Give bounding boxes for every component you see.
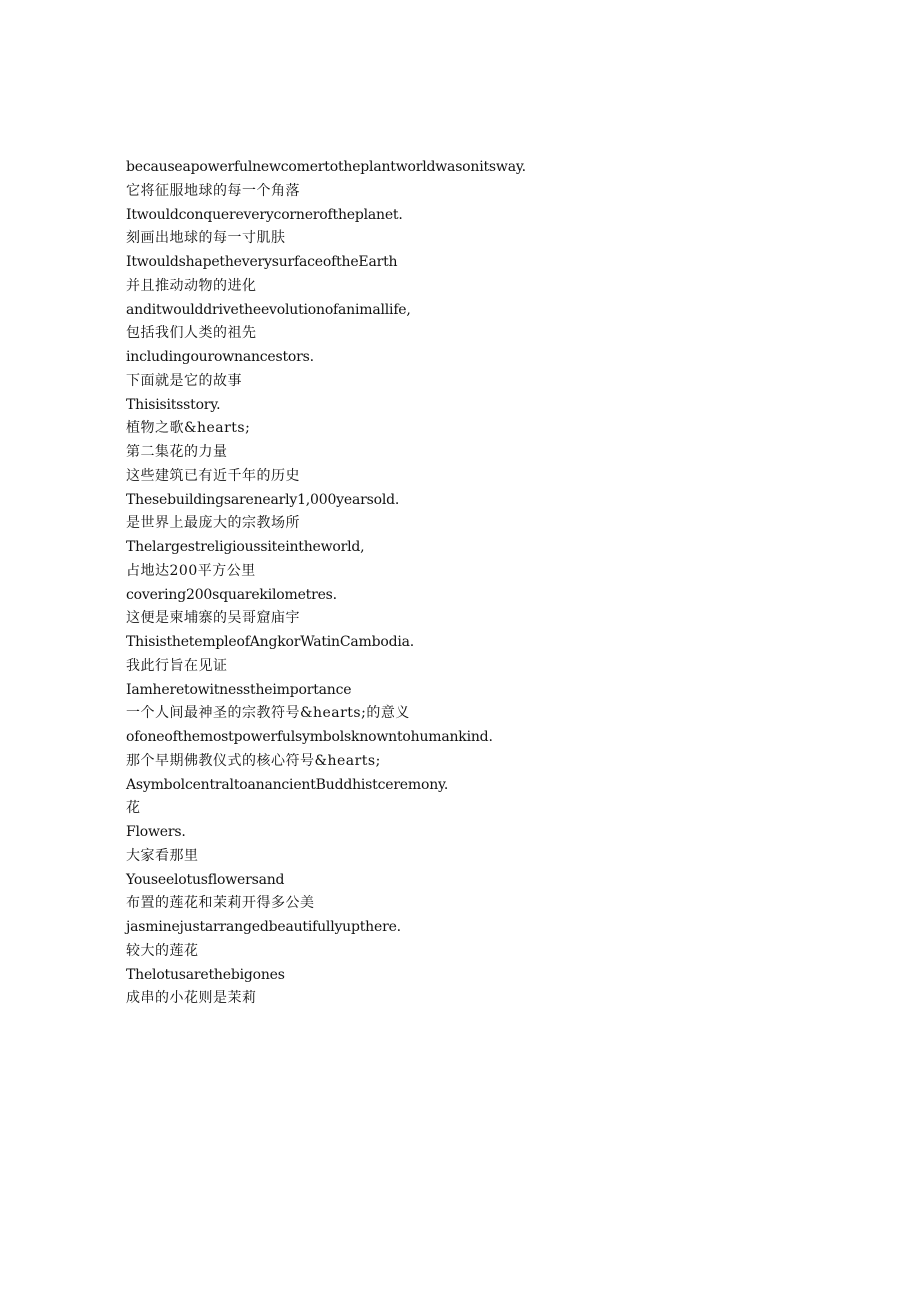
transcript-line-chinese: 占地达200平方公里	[126, 562, 256, 579]
transcript-line-english: jasminejustarrangedbeautifullyupthere.	[126, 919, 401, 935]
transcript-line-english: Thelargestreligioussiteintheworld,	[126, 539, 365, 555]
transcript-line-chinese: 这便是柬埔寨的吴哥窟庙宇	[126, 610, 300, 627]
transcript-line-english: anditwoulddrivetheevolutionofanimallife,	[126, 301, 411, 318]
transcript-line-chinese: 较大的莲花	[126, 942, 199, 959]
transcript-line-english: ofoneofthemostpowerfulsymbolsknowntohumankind.	[126, 729, 493, 745]
transcript-line-chinese: 并且推动动物的进化	[126, 277, 257, 294]
subtitle-transcript	[126, 156, 866, 1011]
transcript-line-english: ItwouldshapetheverysurfaceoftheEarth	[126, 254, 398, 270]
transcript-line-english: includingourownancestors.	[126, 349, 314, 365]
transcript-line-english: Thelotusarethebigones	[126, 966, 285, 983]
transcript-line-chinese: 第二集花的力量	[126, 444, 228, 460]
transcript-line-chinese: 刻画出地球的每一寸肌肤	[126, 230, 286, 247]
transcript-line-english: becauseapowerfulnewcomertotheplantworldwasonitsway.	[126, 159, 526, 175]
transcript-line-chinese: 那个早期佛教仪式的核心符号&hearts;	[126, 752, 381, 769]
transcript-line-chinese: 布置的莲花和茉莉开得多公美	[126, 895, 315, 912]
transcript-line-chinese: 下面就是它的故事	[126, 372, 242, 389]
transcript-line-english: AsymbolcentraltoanancientBuddhistceremony.	[126, 776, 449, 793]
transcript-line-english: Flowers.	[126, 824, 186, 840]
transcript-line-chinese: 一个人间最神圣的宗教符号&hearts;的意义	[126, 705, 410, 722]
transcript-line-chinese: 花	[126, 800, 141, 817]
transcript-line-chinese: 是世界上最庞大的宗教场所	[126, 515, 300, 532]
transcript-line-english: Youseelotusflowersand	[126, 871, 285, 888]
transcript-line-english: Thesebuildingsarenearly1,000yearsold.	[126, 491, 400, 508]
transcript-line-english: Thisisitsstory.	[126, 396, 221, 413]
transcript-line-chinese: 我此行旨在见证	[126, 657, 228, 674]
transcript-line-chinese: 这些建筑已有近千年的历史	[126, 467, 300, 484]
transcript-line-chinese: 包括我们人类的祖先	[126, 325, 257, 342]
transcript-line-chinese: 植物之歌&hearts;	[126, 420, 251, 437]
transcript-line-english: ThisisthetempleofAngkorWatinCambodia.	[126, 634, 415, 650]
transcript-line-english: Iamheretowitnesstheimportance	[126, 681, 352, 698]
transcript-line-chinese: 成串的小花则是茉莉	[126, 990, 257, 1007]
transcript-line-english: covering200squarekilometres.	[126, 586, 337, 603]
transcript-line-english: Itwouldconquereverycorneroftheplanet.	[126, 206, 403, 223]
transcript-line-chinese: 它将征服地球的每一个角落	[126, 182, 300, 199]
transcript-line-chinese: 大家看那里	[126, 847, 199, 864]
